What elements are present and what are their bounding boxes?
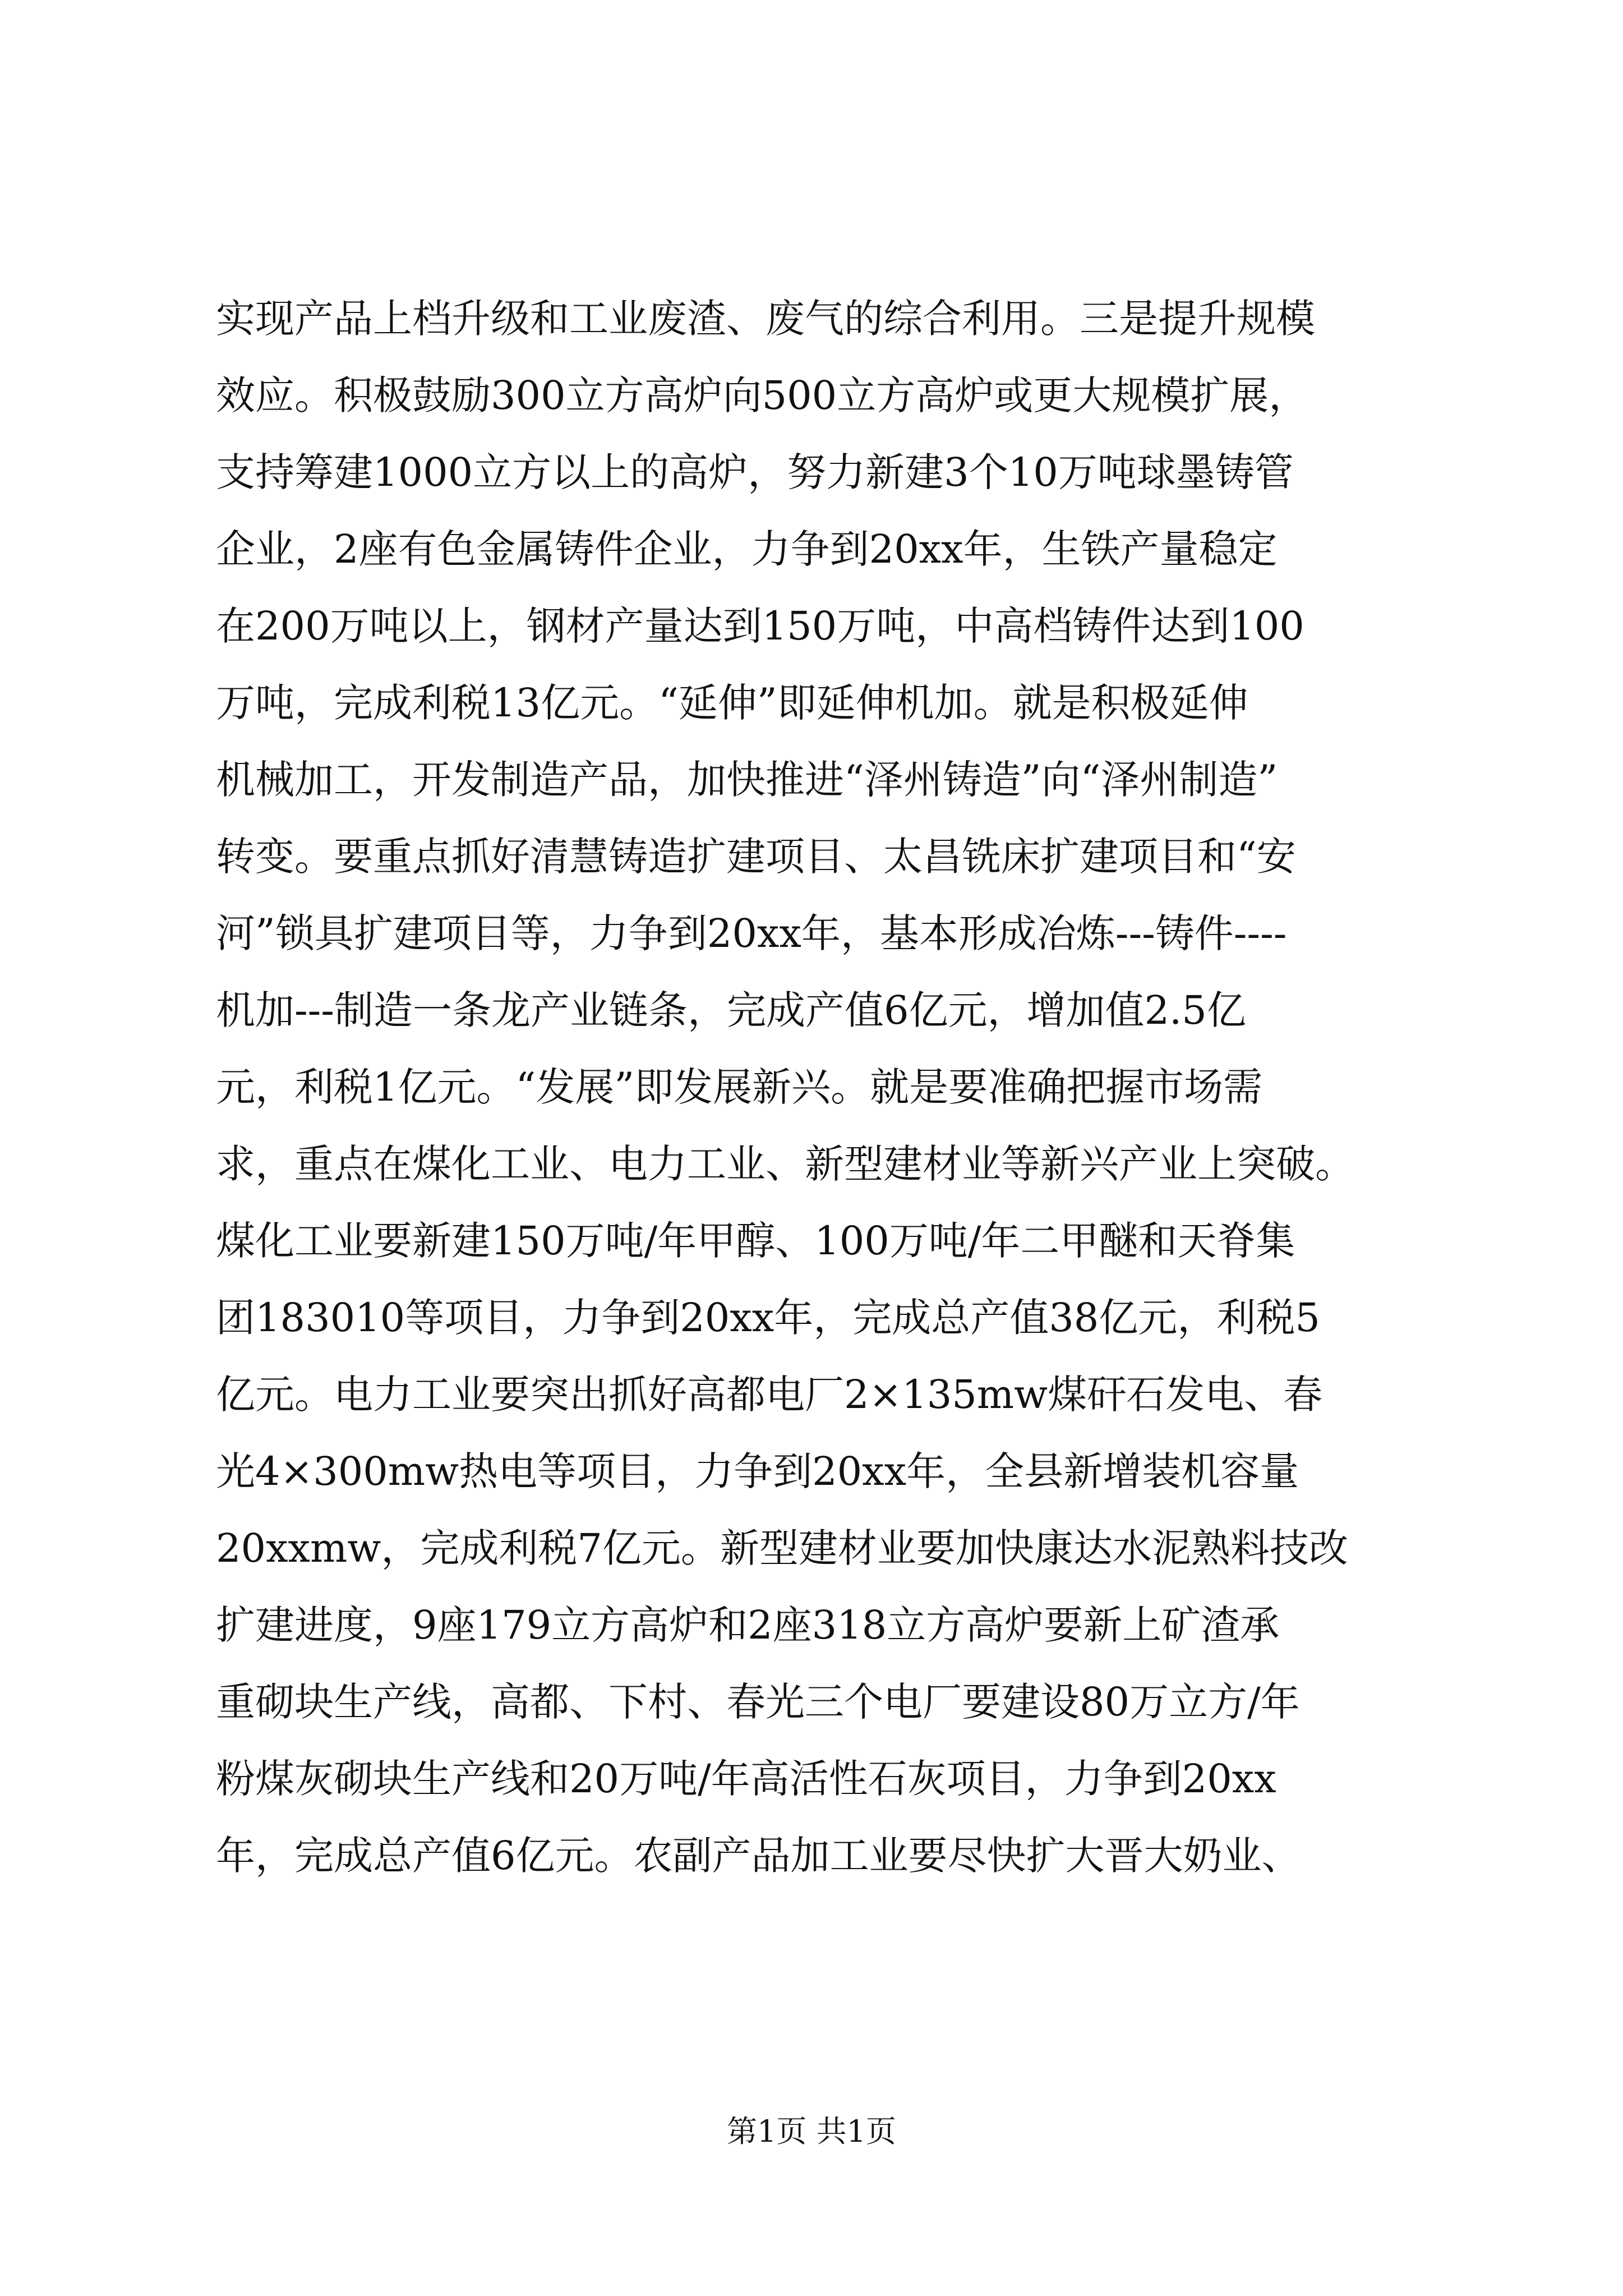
text-line: 年，完成总产值6亿元。农副产品加工业要尽快扩大晋大奶业、: [216, 1833, 1301, 1879]
text-line: 扩建进度，9座179立方高炉和2座318立方高炉要新上矿渣承: [216, 1602, 1280, 1648]
text-line: 重砌块生产线，高都、下村、春光三个电厂要建设80万立方/年: [216, 1679, 1300, 1725]
text-line: 万吨，完成利税13亿元。“延伸”即延伸机加。就是积极延伸: [216, 680, 1248, 726]
text-line: 粉煤灰砌块生产线和20万吨/年高活性石灰项目，力争到20xx: [216, 1756, 1276, 1802]
page-footer: [0, 2109, 1623, 2154]
text-line: 实现产品上档升级和工业废渣、废气的综合利用。三是提升规模: [216, 296, 1315, 342]
body-text: [216, 280, 1450, 1894]
text-line: 机加---制造一条龙产业链条，完成产值6亿元，增加值2.5亿: [216, 987, 1246, 1033]
text-line: 20xxmw，完成利税7亿元。新型建材业要加快康达水泥熟料技改: [216, 1525, 1348, 1571]
page-number-label: 第1页 共1页: [727, 2114, 896, 2149]
text-line: 煤化工业要新建150万吨/年甲醇、100万吨/年二甲醚和天脊集: [216, 1218, 1295, 1264]
text-line: 在200万吨以上，钢材产量达到150万吨，中高档铸件达到100: [216, 603, 1304, 649]
text-line: 元，利税1亿元。“发展”即发展新兴。就是要准确把握市场需: [216, 1064, 1263, 1110]
text-line: 亿元。电力工业要突出抓好高都电厂2×135mw煤矸石发电、春: [216, 1372, 1323, 1418]
text-line: 机械加工，开发制造产品，加快推进“泽州铸造”向“泽州制造”: [216, 757, 1278, 803]
text-line: 团183010等项目，力争到20xx年，完成总产值38亿元，利税5: [216, 1295, 1320, 1341]
text-line: 效应。积极鼓励300立方高炉向500立方高炉或更大规模扩展，: [216, 372, 1308, 418]
text-line: 转变。要重点抓好清慧铸造扩建项目、太昌铣床扩建项目和“安: [216, 834, 1296, 880]
text-line: 企业，2座有色金属铸件企业，力争到20xx年，生铁产量稳定: [216, 526, 1278, 572]
text-line: 光4×300mw热电等项目，力争到20xx年，全县新增装机容量: [216, 1448, 1299, 1494]
text-line: 求，重点在煤化工业、电力工业、新型建材业等新兴产业上突破。: [216, 1141, 1354, 1187]
text-line: 支持筹建1000立方以上的高炉，努力新建3个10万吨球墨铸管: [216, 449, 1294, 495]
text-line: 河”锁具扩建项目等，力争到20xx年，基本形成冶炼---铸件----: [216, 910, 1287, 956]
